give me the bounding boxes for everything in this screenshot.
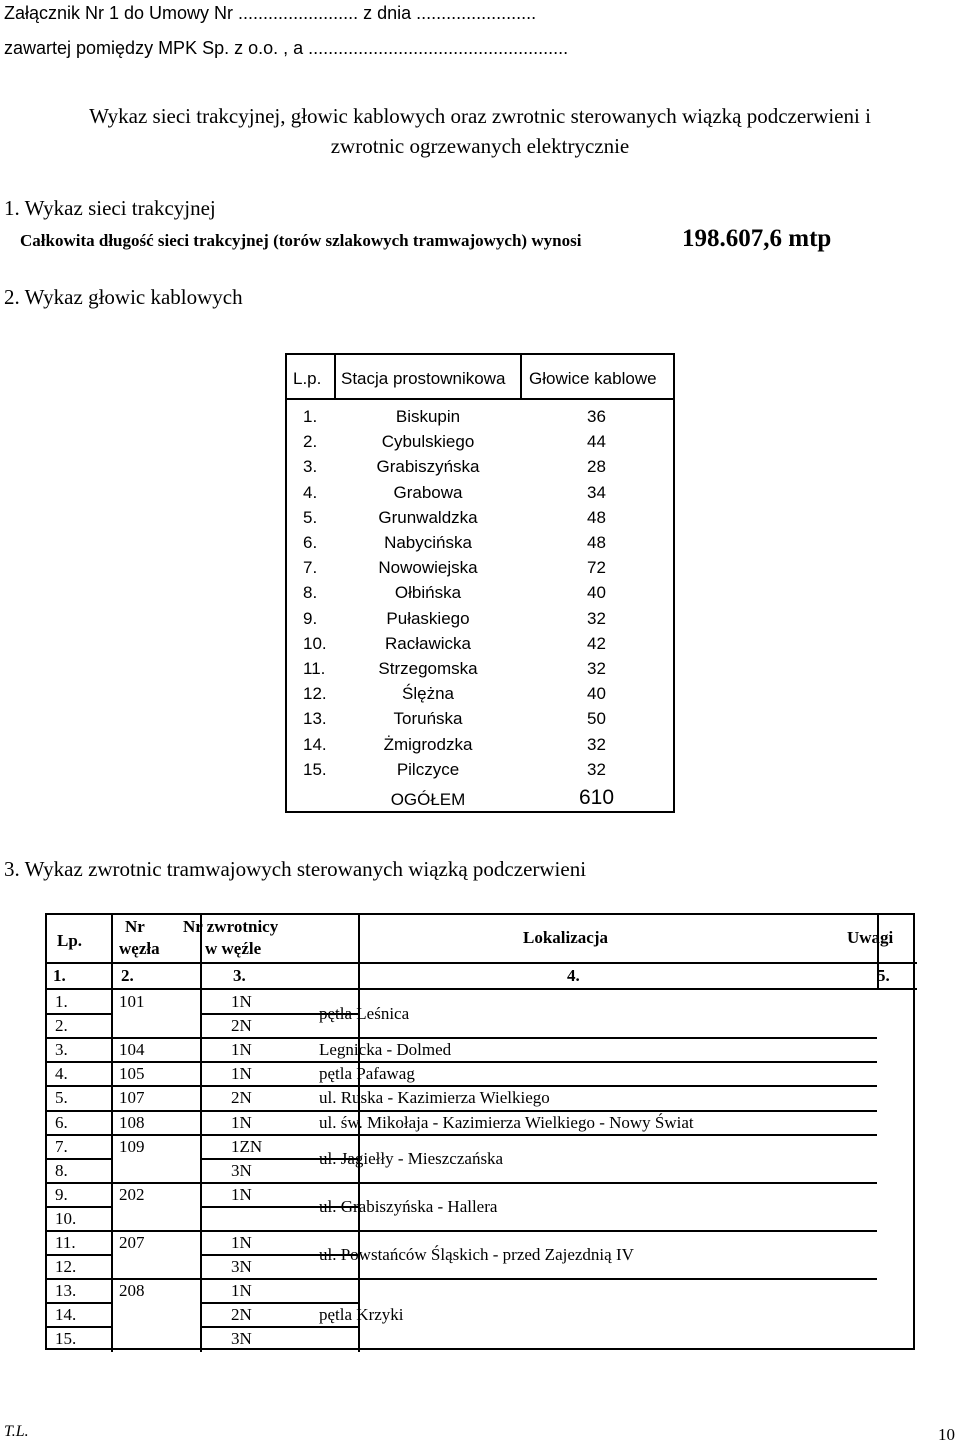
- cable-heads-count: 32: [587, 608, 606, 628]
- row-lp: 7.: [55, 1136, 68, 1156]
- switch-number: 2N: [231, 1016, 252, 1036]
- table-row: [287, 481, 673, 506]
- cable-heads-count: 32: [587, 734, 606, 754]
- header-station: Stacja prostownikowa: [341, 369, 506, 388]
- row-number: 13.: [303, 709, 327, 729]
- switch-number: 2N: [231, 1088, 252, 1108]
- table-row: [287, 556, 673, 581]
- row-lp: 9.: [55, 1184, 68, 1204]
- row-lp: 10.: [55, 1208, 77, 1228]
- table-row: [287, 430, 673, 455]
- cable-heads-count: 42: [587, 633, 606, 653]
- switch-number: 1N: [231, 1233, 252, 1252]
- footer-initials: T.L.: [4, 1423, 29, 1440]
- row-lp: 13.: [55, 1281, 77, 1301]
- location-text: ul. Grabiszyńska - Hallera: [319, 1196, 498, 1216]
- row-number: 6.: [303, 533, 318, 552]
- row-lp: 5.: [55, 1088, 68, 1108]
- row-lp: 2.: [55, 1016, 68, 1036]
- station-name: Strzegomska: [378, 659, 478, 678]
- total-value: 610: [579, 786, 615, 809]
- station-name: Nowowiejska: [378, 558, 478, 578]
- table-row: [287, 758, 673, 783]
- location-text: ul. Ruska - Kazimierza Wielkiego: [319, 1088, 550, 1108]
- cable-heads-count: 72: [587, 558, 606, 578]
- switches-table: [45, 913, 915, 1350]
- switch-number: 1N: [231, 992, 252, 1011]
- node-number: 207: [119, 1233, 145, 1252]
- location-text: ul. Powstańców Śląskich - przed Zajezdnią IV: [319, 1245, 634, 1265]
- row-number: 9.: [303, 608, 318, 628]
- row-number: 2.: [303, 432, 318, 452]
- switch-number: 3N: [231, 1257, 252, 1277]
- station-name: Żmigrodzka: [383, 734, 473, 754]
- header-lp: L.p.: [293, 369, 322, 388]
- table-row: [287, 682, 673, 707]
- column-number: 4.: [567, 966, 580, 985]
- row-lp: 4.: [55, 1064, 68, 1084]
- node-number: 101: [119, 992, 145, 1011]
- cable-heads-count: 48: [587, 507, 606, 527]
- location-text: pętla Leśnica: [319, 1004, 410, 1024]
- row-number: 7.: [303, 558, 318, 578]
- cable-heads-count: 48: [587, 533, 606, 552]
- cable-heads-count: 40: [587, 684, 606, 704]
- section-3-heading: 3. Wykaz zwrotnic tramwajowych sterowanych wiązką podczerwieni: [4, 857, 587, 881]
- station-name: Nabycińska: [384, 533, 472, 552]
- row-lp: 1.: [55, 992, 68, 1011]
- row-number: 14.: [303, 734, 327, 754]
- table-row: [287, 405, 673, 430]
- row-number: 10.: [303, 633, 327, 653]
- row-number: 1.: [303, 407, 318, 426]
- cable-heads-count: 32: [587, 759, 606, 779]
- cable-heads-count: 36: [587, 407, 606, 426]
- table-row: [287, 531, 673, 556]
- section-1-heading: 1. Wykaz sieci trakcyjnej: [4, 196, 216, 220]
- node-number: 104: [119, 1040, 145, 1060]
- location-text: ul. Jagiełły - Mieszczańska: [319, 1148, 504, 1168]
- switch-number: 3N: [231, 1160, 252, 1180]
- switch-number: 1ZN: [231, 1136, 263, 1156]
- table-row: [287, 607, 673, 632]
- row-number: 12.: [303, 684, 327, 704]
- station-name: Pułaskiego: [386, 608, 470, 628]
- document-title-line-2: zwrotnic ogrzewanych elektrycznie: [330, 134, 630, 158]
- header-remarks: Uwagi: [847, 928, 894, 947]
- node-number: 202: [119, 1184, 145, 1204]
- network-length-text: Całkowita długość sieci trakcyjnej (torów szlakowych tramwajowych) wynosi: [20, 231, 582, 250]
- cable-heads-count: 34: [587, 482, 606, 502]
- page-number: 10: [938, 1425, 955, 1444]
- agreement-parties-line: zawartej pomiędzy MPK Sp. z o.o. , a ....................................................: [4, 38, 569, 58]
- header-switch-nr: Nr zwrotnicy: [183, 917, 279, 936]
- header-lp: Lp.: [57, 931, 83, 950]
- switch-number: 3N: [231, 1329, 252, 1349]
- row-lp: 8.: [55, 1160, 68, 1180]
- column-number: 2.: [121, 966, 134, 985]
- location-text: pętla Pafawag: [319, 1064, 415, 1084]
- table-row: [287, 733, 673, 758]
- row-lp: 14.: [55, 1305, 77, 1325]
- row-lp: 11.: [55, 1233, 76, 1252]
- column-number: 5.: [877, 966, 890, 985]
- switch-number: 2N: [231, 1305, 252, 1325]
- station-name: Cybulskiego: [381, 432, 475, 452]
- table-row: [287, 707, 673, 732]
- table-row: [287, 455, 673, 480]
- row-number: 4.: [303, 482, 318, 502]
- row-lp: 12.: [55, 1257, 77, 1277]
- station-name: Toruńska: [393, 709, 463, 729]
- station-name: Pilczyce: [396, 759, 460, 779]
- cable-heads-count: 32: [587, 659, 606, 678]
- row-lp: 6.: [55, 1112, 68, 1132]
- location-text: Legnicka - Dolmed: [319, 1040, 452, 1060]
- cable-heads-table: [285, 353, 675, 813]
- node-number: 107: [119, 1088, 145, 1108]
- row-lp: 15.: [55, 1329, 77, 1349]
- station-name: Ołbińska: [394, 583, 462, 603]
- cable-heads-count: 50: [587, 709, 606, 729]
- header-node-nr: Nr: [125, 917, 145, 936]
- station-name: Biskupin: [395, 407, 461, 426]
- cable-heads-count: 40: [587, 583, 606, 603]
- node-number: 105: [119, 1064, 145, 1084]
- switch-number: 1N: [231, 1112, 252, 1132]
- row-lp: 3.: [55, 1040, 68, 1060]
- station-name: Grabiszyńska: [376, 457, 480, 477]
- cable-heads-count: 28: [587, 457, 606, 477]
- station-name: Grunwaldzka: [378, 507, 478, 527]
- annex-header-line: Załącznik Nr 1 do Umowy Nr ........................ z dnia ........................: [4, 3, 537, 23]
- header-switch-in-node: w węźle: [205, 939, 262, 958]
- switch-number: 1N: [231, 1064, 252, 1084]
- location-text: ul. św. Mikołaja - Kazimierza Wielkiego - Nowy Świat: [319, 1112, 694, 1132]
- node-number: 108: [119, 1112, 145, 1132]
- row-number: 15.: [303, 759, 327, 779]
- station-name: Grabowa: [393, 482, 463, 502]
- switch-number: 1N: [231, 1040, 252, 1060]
- network-length-value: 198.607,6 mtp: [682, 225, 832, 252]
- row-number: 8.: [303, 583, 318, 603]
- table-row: [287, 506, 673, 531]
- switch-number: 1N: [231, 1184, 252, 1204]
- total-label: OGÓŁEM: [390, 790, 466, 809]
- station-name: Ślężna: [402, 684, 454, 704]
- section-2-heading: 2. Wykaz głowic kablowych: [4, 285, 243, 309]
- column-number: 3.: [233, 966, 246, 985]
- table-row: [287, 581, 673, 606]
- row-number: 5.: [303, 507, 318, 527]
- row-number: 3.: [303, 457, 318, 477]
- node-number: 109: [119, 1136, 145, 1156]
- header-node-word: węzła: [119, 939, 160, 958]
- station-name: Racławicka: [385, 633, 471, 653]
- header-location: Lokalizacja: [523, 928, 608, 947]
- table-row: [287, 657, 673, 682]
- location-text: pętla Krzyki: [319, 1305, 404, 1325]
- node-number: 208: [119, 1281, 145, 1301]
- cable-heads-count: 44: [587, 432, 606, 452]
- document-title-line-1: Wykaz sieci trakcyjnej, głowic kablowych oraz zwrotnic sterowanych wiązką podczerwieni i: [89, 104, 871, 128]
- switch-number: 1N: [231, 1281, 252, 1301]
- table-row: [287, 632, 673, 657]
- header-cable-heads: Głowice kablowe: [529, 369, 657, 388]
- row-number: 11.: [303, 659, 326, 678]
- column-number: 1.: [53, 966, 66, 985]
